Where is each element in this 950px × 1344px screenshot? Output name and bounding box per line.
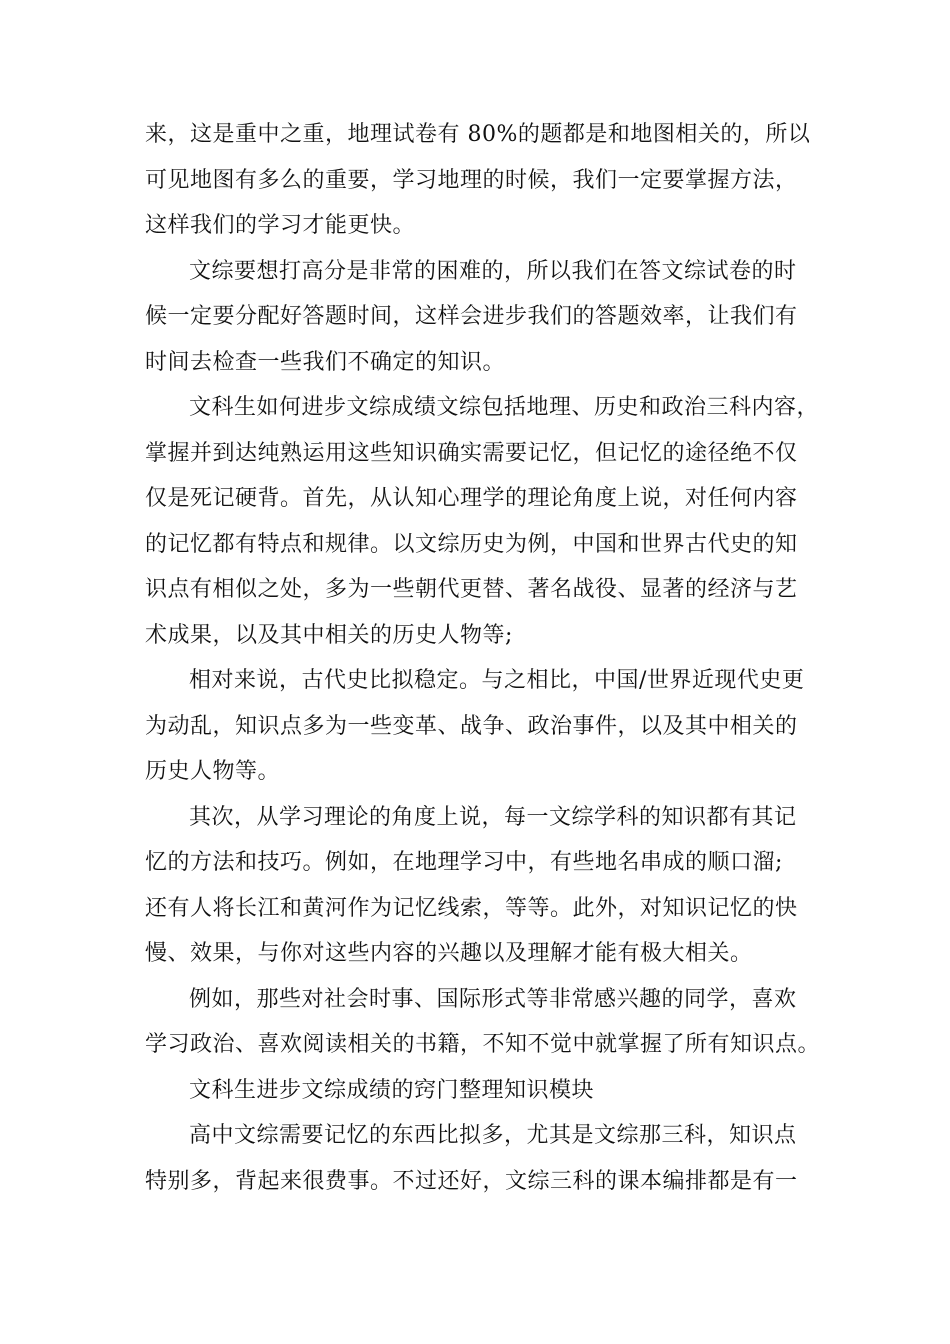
text-line: 掌握并到达纯熟运用这些知识确实需要记忆，但记忆的途径绝不仅: [145, 440, 798, 466]
text-line: 的记忆都有特点和规律。以文综历史为例，中国和世界古代史的知: [145, 531, 798, 557]
text-line: 相对来说，古代史比拟稳定。与之相比，中国/世界近现代史更: [189, 668, 805, 693]
document-body: [145, 112, 821, 1204]
paragraph-6: [145, 977, 821, 1068]
text-line: 来，这是重中之重，地理试卷有 80%的题都是和地图相关的，所以: [145, 122, 811, 147]
text-line: 可见地图有多么的重要，学习地理的时候，我们一定要掌握方法，: [145, 167, 798, 193]
text-line: 术成果，以及其中相关的历史人物等;: [145, 622, 513, 648]
text-line: 例如，那些对社会时事、国际形式等非常感兴趣的同学，喜欢: [189, 986, 797, 1012]
text-line: 时间去检查一些我们不确定的知识。: [145, 349, 506, 375]
text-line: 为动乱，知识点多为一些变革、战争、政治事件，以及其中相关的: [145, 713, 798, 739]
paragraph-5: [145, 795, 810, 977]
text-line: 学习政治、喜欢阅读相关的书籍，不知不觉中就掌握了所有知识点。: [145, 1032, 821, 1057]
text-line: 慢、效果，与你对这些内容的兴趣以及理解才能有极大相关。: [145, 941, 753, 966]
paragraph-4: [145, 658, 810, 795]
paragraph-3: [145, 385, 820, 658]
text-line: 历史人物等。: [145, 759, 281, 784]
text-line: 还有人将长江和黄河作为记忆线索，等等。此外，对知识记忆的快: [145, 895, 798, 921]
text-line: 文科生如何进步文综成绩文综包括地理、历史和政治三科内容，: [189, 395, 820, 420]
paragraph-2: [145, 249, 810, 386]
text-line: 其次，从学习理论的角度上说，每一文综学科的知识都有其记: [189, 804, 797, 830]
text-line: 特别多，背起来很费事。不过还好，文综三科的课本编排都是有一: [145, 1168, 798, 1194]
text-line: 仅是死记硬背。首先，从认知心理学的理论角度上说，对任何内容: [145, 486, 798, 511]
text-line: 文科生进步文综成绩的窍门整理知识模块: [189, 1077, 595, 1103]
text-line: 高中文综需要记忆的东西比拟多，尤其是文综那三科，知识点: [189, 1123, 797, 1148]
text-line: 候一定要分配好答题时间，这样会进步我们的答题效率，让我们有: [145, 304, 798, 329]
text-line: 识点有相似之处，多为一些朝代更替、著名战役、显著的经济与艺: [145, 577, 798, 602]
text-line: 这样我们的学习才能更快。: [145, 213, 416, 238]
text-line: 文综要想打高分是非常的困难的，所以我们在答文综试卷的时: [189, 258, 797, 284]
section-heading: [145, 1068, 810, 1114]
paragraph-1: [145, 112, 810, 249]
text-line: 忆的方法和技巧。例如，在地理学习中，有些地名串成的顺口溜;: [145, 850, 783, 875]
paragraph-8: [145, 1113, 810, 1204]
